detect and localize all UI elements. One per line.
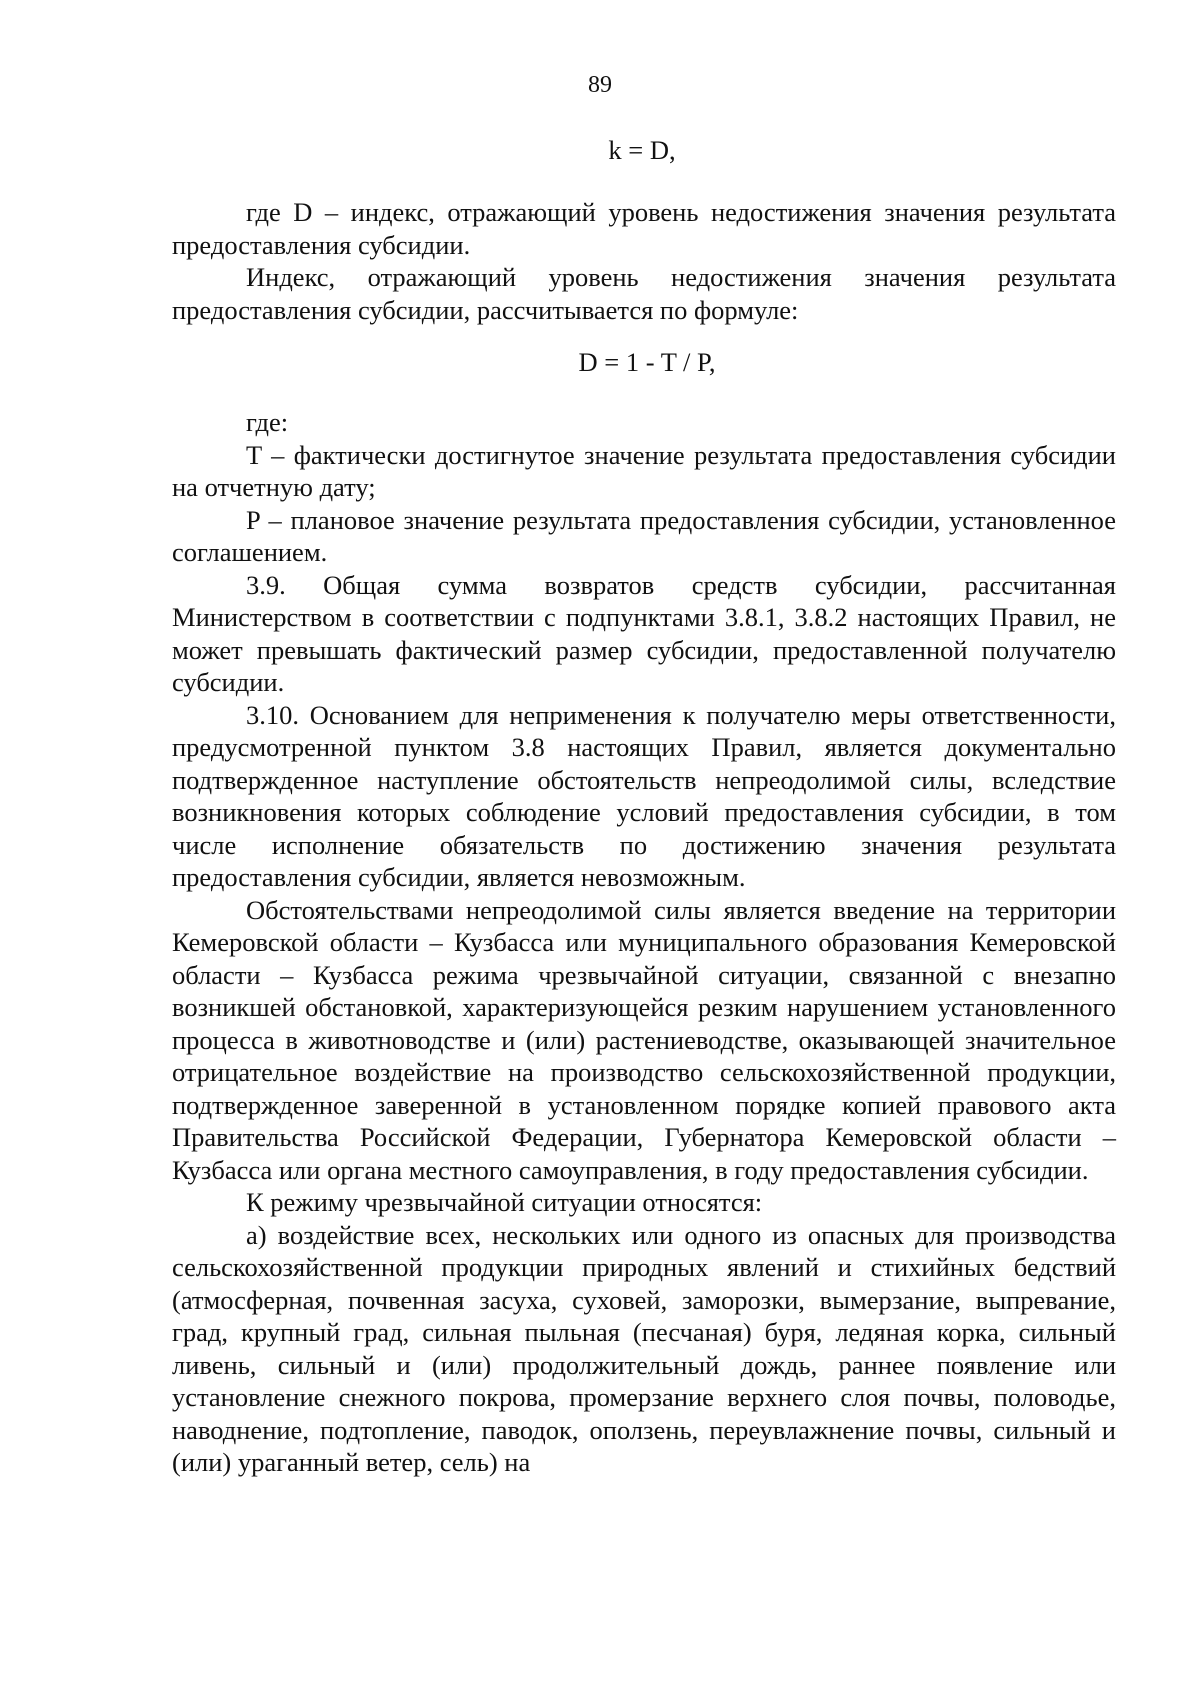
page-number: 89	[588, 72, 612, 98]
paragraph-index-formula-intro: Индекс, отражающий уровень недостижения значения результата предоставления субсидии, рассчитывается по формуле:	[172, 262, 1116, 325]
text-block-main	[172, 406, 1116, 1479]
paragraph-3-10: 3.10. Основанием для неприменения к получателю меры ответственности, предусмотренной пунктом 3.8 настоящих Правил, является документально подтвержденное наступление обстоятельств непреодолимой силы, вследствие возникновения которых соблюдение условий предоставления субсидии, в том числе исполнение обязательств по достижению значения результата предоставления субсидии, является невозможным.	[172, 699, 1116, 892]
text-block-top	[172, 196, 1116, 326]
paragraph-force-majeure: Обстоятельствами непреодолимой силы является введение на территории Кемеровской области – Кузбасса или муниципального образования Кемеровской области – Кузбасса режима чрезвычайной ситуации, связанной с внезапно возникшей обстановкой, характеризующейся резким нарушением установленного процесса в животноводстве и (или) растениеводстве, оказывающей значительное отрицательное воздействие на производство сельскохозяйственной продукции, подтвержденное заверенной в установленном порядке копией правового акта Правительства Российской Федерации, Губернатора Кемеровской области – Кузбасса или органа местного самоуправления, в году предоставления субсидии.	[172, 894, 1116, 1185]
paragraph-definition-p: P – плановое значение результата предоставления субсидии, установленное соглашением.	[172, 504, 1116, 567]
paragraph-item-a: а) воздействие всех, нескольких или одного из опасных для производства сельскохозяйственной продукции природных явлений и стихийных бедствий (атмосферная, почвенная засуха, суховей, заморозки, вымерзание, выпревание, град, крупный град, сильная пыльная (песчаная) буря, ледяная корка, сильный ливень, сильный и (или) продолжительный дождь, раннее появление или установление снежного покрова, промерзание верхнего слоя почвы, половодье, наводнение, подтопление, паводок, оползень, переувлажнение почвы, сильный и (или) ураганный ветер, сель) на	[172, 1219, 1116, 1477]
paragraph-where: где:	[246, 407, 289, 437]
formula-d: D = 1 - T / P,	[578, 347, 716, 377]
paragraph-definition-d: где D – индекс, отражающий уровень недостижения значения результата предоставления субсидии.	[172, 197, 1116, 260]
formula-k: k = D,	[608, 135, 676, 165]
paragraph-3-9: 3.9. Общая сумма возвратов средств субсидии, рассчитанная Министерством в соответствии с подпунктами 3.8.1, 3.8.2 настоящих Правил, не может превышать фактический размер субсидии, предоставленной получателю субсидии.	[172, 569, 1116, 697]
paragraph-emergency-includes: К режиму чрезвычайной ситуации относятся:	[246, 1187, 763, 1217]
paragraph-definition-t: T – фактически достигнутое значение результата предоставления субсидии на отчетную дату;	[172, 439, 1116, 502]
